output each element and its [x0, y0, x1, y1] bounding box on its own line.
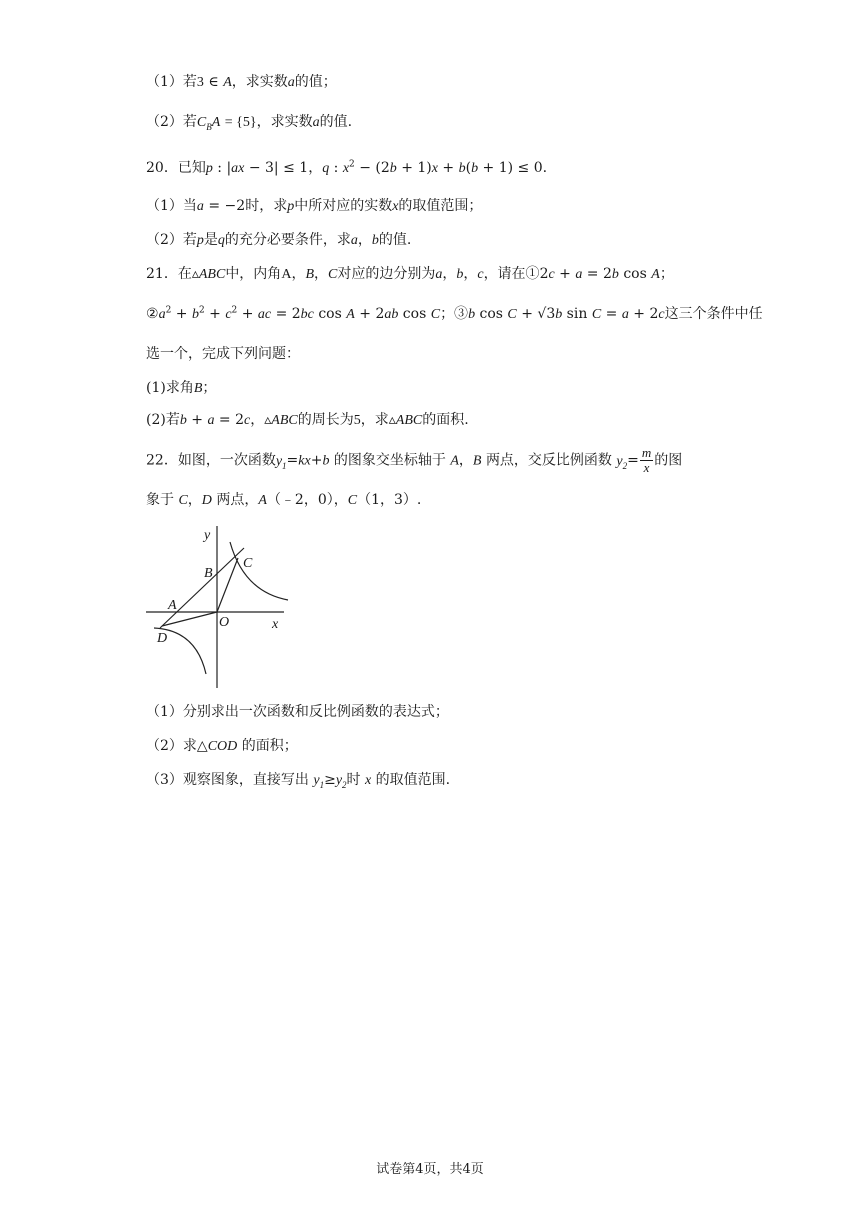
q19-part2: （2）若$C_BA = \{5\}$，求实数a的值. [146, 114, 353, 132]
q21-text4: 这三个条件中任 [664, 306, 763, 322]
q22-part2-end: 的面积； [237, 738, 298, 754]
q20-part1-end: 的取值范围； [398, 198, 483, 214]
q20-end: . [542, 160, 548, 176]
q22-text3: 两点，交反比例函数 [485, 452, 612, 469]
q20-part1-text2: 中所对应的实数 [294, 198, 393, 214]
q21-part2-comma: ， [250, 412, 265, 428]
q19-part1-text: ，求实数 [231, 74, 288, 90]
q20-part2-text2: 的充分必要条件，求 [224, 232, 351, 248]
hyperbola-branch-upper [230, 542, 288, 600]
q21-part2: (2)若b + a = 2c，▵ABC的周长为5，求▵ABC的面积. [146, 412, 469, 428]
q22-part3-end: 的取值范围. [371, 772, 451, 788]
q22-text1: 22．如图，一次函数 [146, 452, 276, 469]
q20-stem: 20．已知p : |ax − 3| ≤ 1，q : $x^2 - (2b + 1)x + b(b + 1) \le 0$. [146, 159, 548, 176]
q21-comma2: ， [314, 266, 328, 282]
q21-semicolon: ； [659, 266, 674, 282]
q20-part1-label: （1）当 [146, 198, 197, 214]
q21-conditions: $②a^2 + b^2 + c^2$ + ac = 2bc cos A + 2ab cos C；③b cos C + √3b sin C = a + 2c这三个条件中任 [146, 305, 763, 322]
q22-part2-label: （2）求△ [146, 738, 208, 754]
q19-part1: （1）若3 ∈ A，求实数a的值； [146, 74, 337, 90]
q20-part1: （1）当a = −2时，求p中所对应的实数x的取值范围； [146, 198, 483, 214]
q21-part1-label: (1)求角 [146, 380, 194, 396]
q21-cond2-marker: ② [146, 306, 159, 322]
q22-point-a: （﹣2，0）， [266, 492, 348, 508]
q20-part2-text: 是 [203, 232, 218, 248]
q21-text2: 对应的边分别为 [337, 266, 436, 282]
q20-part1-text: 时，求 [245, 198, 288, 214]
q20-part2-label: （2）若 [146, 232, 197, 248]
label-y: y [204, 528, 211, 543]
label-b: B [204, 566, 213, 581]
label-d: D [157, 631, 168, 646]
q22-part2-triangle: COD [207, 739, 238, 754]
q21-part2-text: 的周长为 [297, 412, 354, 428]
q19-part2-end: 的值. [319, 114, 353, 130]
q21-stem: 21．在▵ABC中，内角A，B，C对应的边分别为a，b，c，请在①2c + a = 2b cos A； [146, 266, 674, 282]
q22-stem-line1: 22．如图，一次函数$y_1=kx+b$ 的图象交坐标轴于 A，B 两点，交反比例函数 $y_2=$ $\frac{m}{x}$ 的图 [146, 445, 683, 475]
q20-number: 20．已知 [146, 160, 206, 176]
q21-comma1: ， [291, 266, 306, 282]
label-a: A [168, 598, 177, 613]
q19-part2-label: （2）若 [146, 114, 197, 130]
q21-text3: ，请在① [483, 266, 540, 282]
q19-part1-label: （1）若 [146, 74, 197, 90]
q22-text4: 的图 [654, 452, 683, 469]
q21-comma4: ， [463, 266, 478, 282]
q22-stem-line2: 象于 C，D 两点，A（﹣2，0），C（1，3）. [146, 492, 422, 508]
q21-number: 21．在 [146, 266, 192, 282]
q22-text6: 两点， [216, 492, 259, 508]
q22-point-c: （1，3）. [357, 492, 422, 508]
q21-part2-end: 的面积. [422, 412, 469, 428]
label-c: C [243, 556, 253, 571]
q22-part3: （3）观察图象，直接写出 $y_1\ge y_2$时 x 的取值范围. [146, 772, 451, 790]
q22-fraction: $\frac{m}{x}$ [641, 445, 652, 475]
q22-text2: 的图象交坐标轴于 [333, 452, 446, 469]
q19-part2-text: ，求实数 [256, 114, 313, 130]
q22-text5: 象于 [146, 492, 174, 508]
q20-part2-end: 的值. [378, 232, 412, 248]
segment-oc [217, 558, 238, 612]
q21-line3: 选一个，完成下列问题： [146, 346, 300, 362]
q20-part2: （2）若p是q的充分必要条件，求a，b的值. [146, 232, 412, 248]
q22-part3-label: （3）观察图象，直接写出 [146, 772, 314, 788]
q22-figure [140, 522, 300, 690]
q20-part2-comma: ， [357, 232, 372, 248]
q20-separator: ， [308, 160, 323, 176]
q22-part1: （1）分别求出一次函数和反比例函数的表达式； [146, 704, 449, 720]
label-o: O [219, 615, 230, 630]
label-x: x [272, 617, 279, 632]
q21-cond3-marker: ；③ [440, 306, 469, 322]
q19-part1-end: 的值； [294, 74, 337, 90]
q21-part1-end: ； [202, 380, 217, 396]
q22-part3-text: 时 [346, 772, 365, 788]
q21-part1: (1)求角B； [146, 380, 217, 396]
q21-comma3: ， [442, 266, 457, 282]
q21-text1: 中，内角 [225, 266, 282, 282]
q21-part2-text2: ，求 [360, 412, 389, 428]
q22-part2 [146, 736, 298, 757]
page-footer: 试卷第4页，共4页 [376, 1162, 484, 1177]
q21-part2-label: (2)若 [146, 412, 180, 428]
